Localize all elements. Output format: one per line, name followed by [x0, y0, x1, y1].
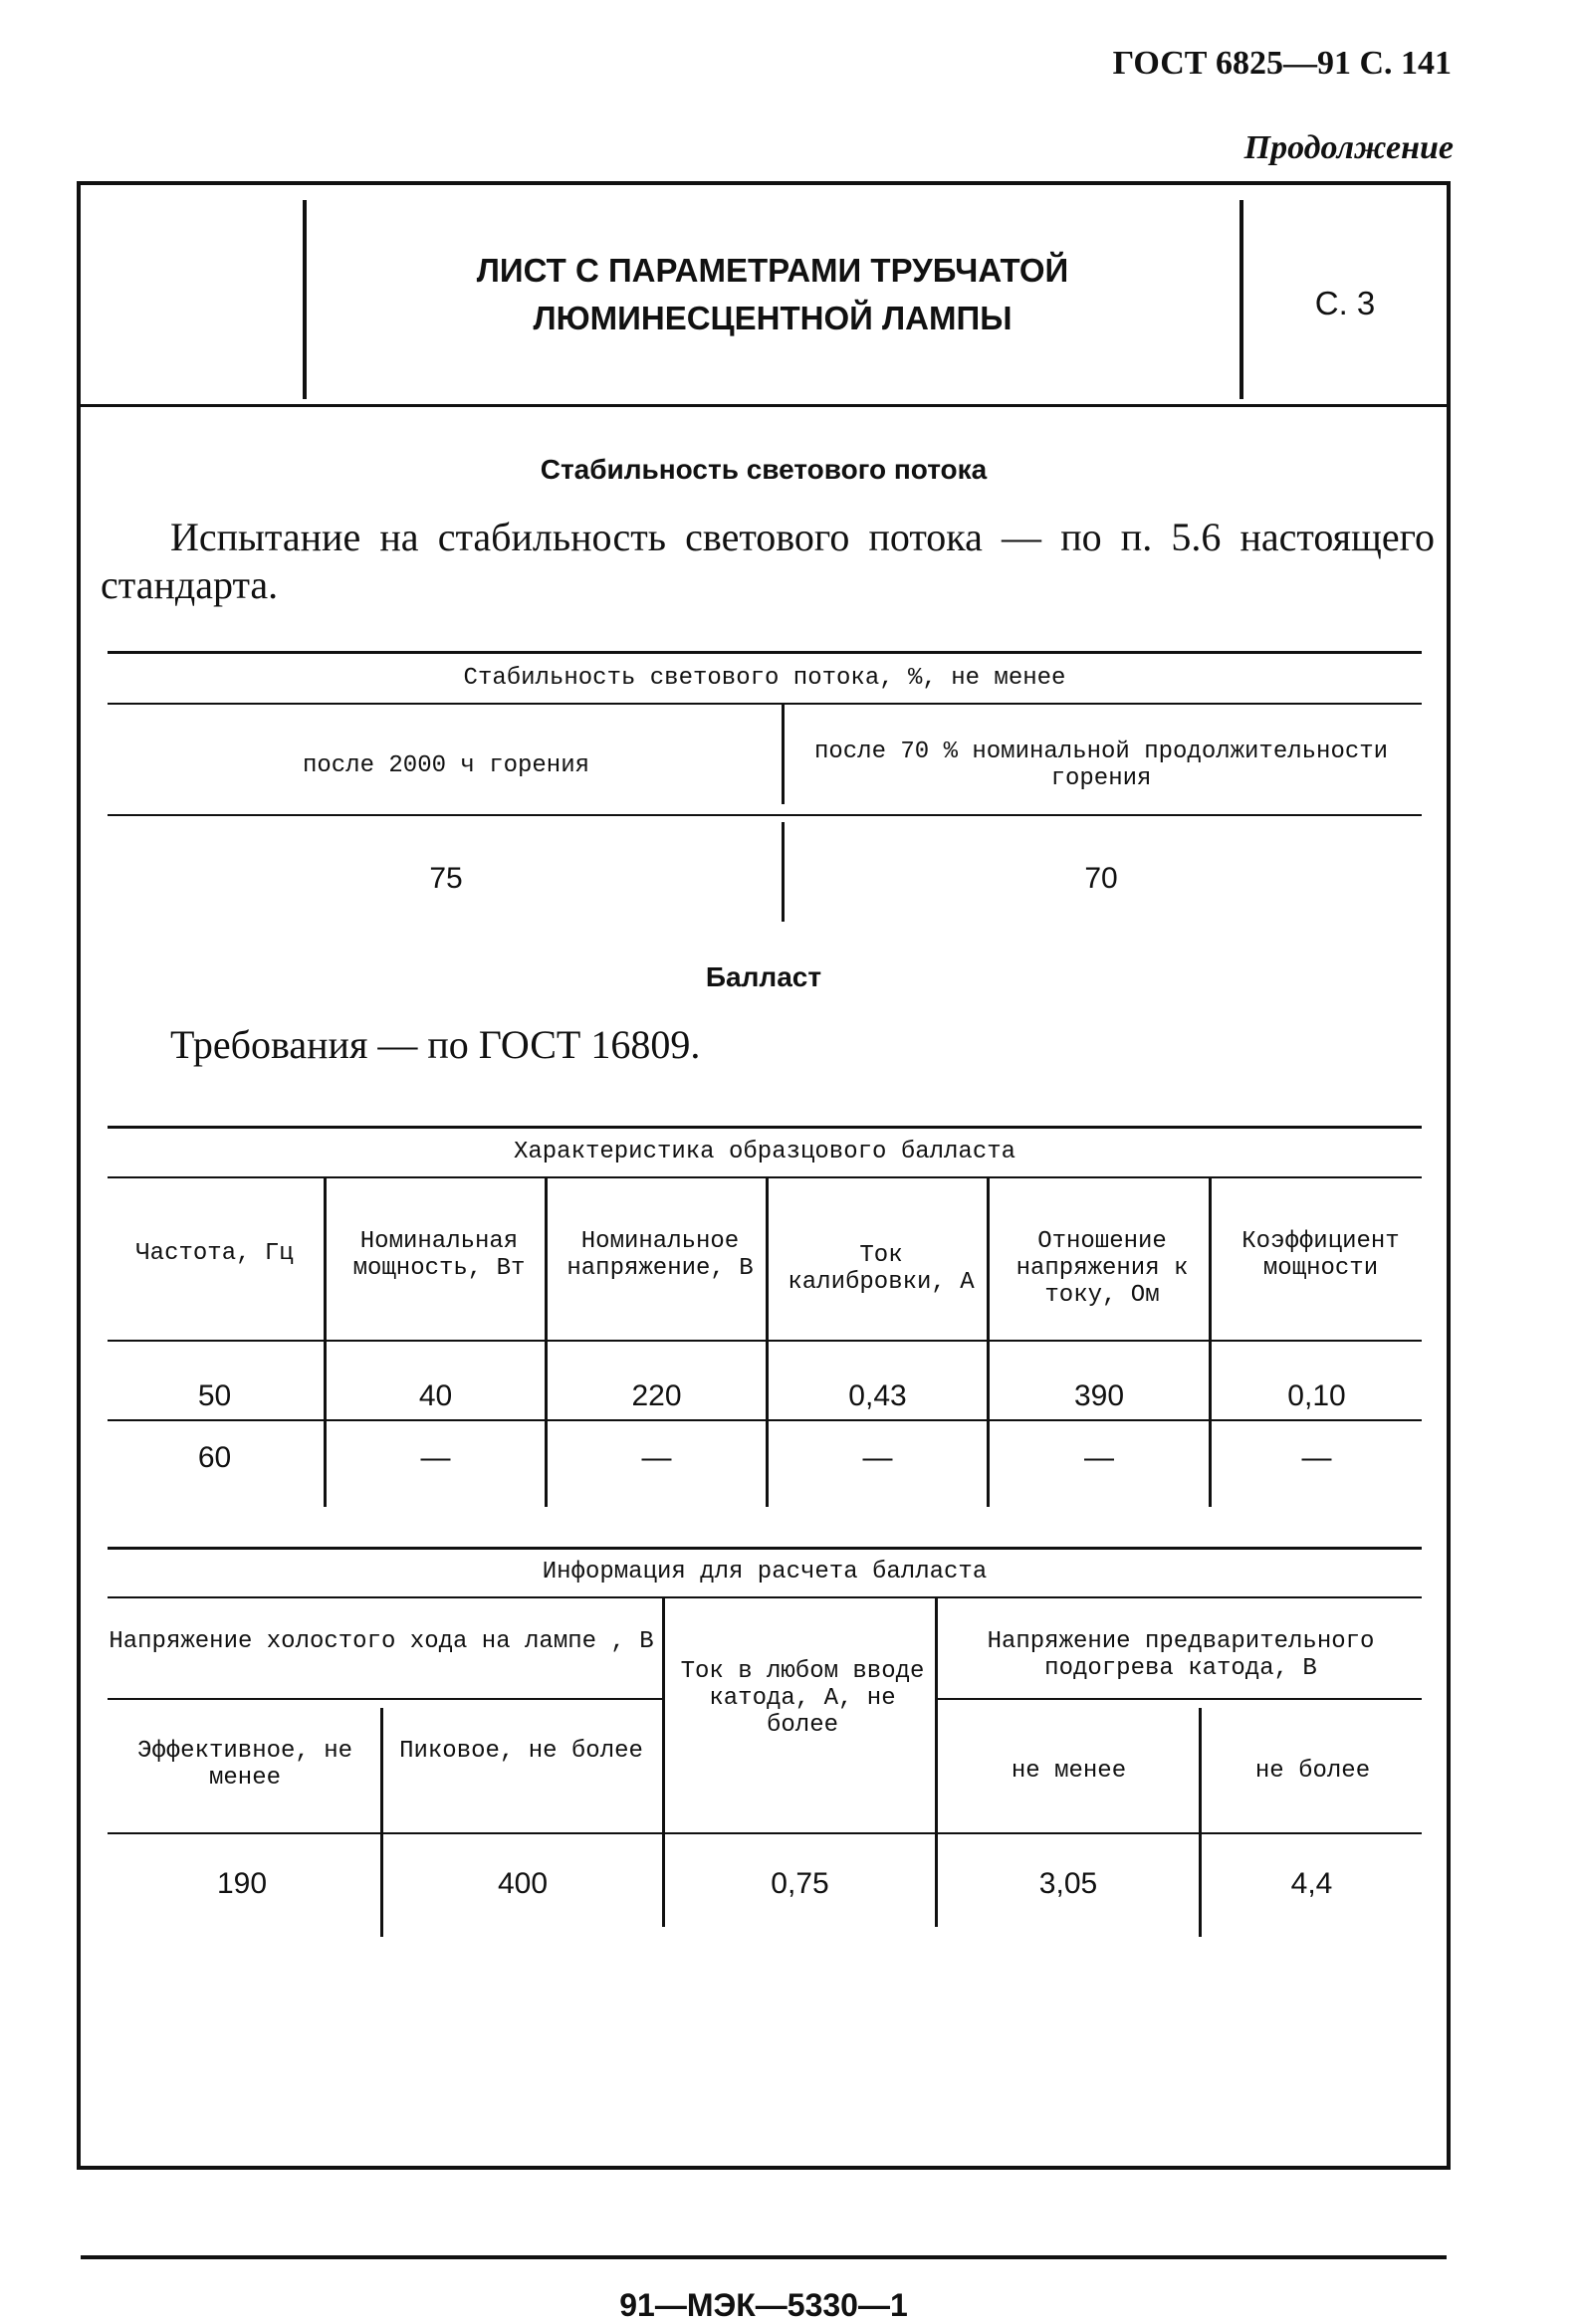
ref-cell: 50 [197, 1379, 232, 1412]
stability-table-caption: Стабильность светового потока, %, не менее [463, 665, 1066, 692]
ref-cell: 40 [418, 1379, 453, 1412]
ref-header-ratio: Отношение напряжения к току, Ом [1015, 1228, 1189, 1309]
calc-value: 190 [216, 1867, 268, 1900]
ref-cell: — [641, 1441, 672, 1474]
document-frame [77, 181, 1451, 2323]
calc-ballast-caption: Информация для расчета балласта [542, 1559, 988, 1585]
stability-text: Испытание на стабильность светового потока — по п. 5.6 настоящего стандарта. [101, 515, 1435, 607]
sheet-title: ЛИСТ С ПАРАМЕТРАМИ ТРУБЧАТОЙ ЛЮМИНЕСЦЕНТНОЙ ЛАМПЫ [476, 252, 1069, 336]
section-heading-ballast: Балласт [705, 961, 822, 992]
ref-header-power-factor: Коэффициент мощности [1241, 1228, 1400, 1282]
calc-group-preheat: Напряжение предварительного подогрева катода, В [987, 1628, 1375, 1682]
calc-sub-effective: Эффективное, не менее [136, 1738, 353, 1792]
ref-cell: 0,10 [1287, 1379, 1346, 1412]
calc-group-open-circuit: Напряжение холостого хода на лампе , В [109, 1628, 654, 1655]
stability-value-1: 75 [429, 862, 463, 895]
title-block [81, 185, 1447, 407]
calc-sub-max: не более [1254, 1758, 1371, 1785]
page-reference: ГОСТ 6825—91 С. 141 [1112, 45, 1452, 82]
continuation-label: Продолжение [1243, 129, 1454, 166]
ref-header-current: Ток калибровки, А [788, 1242, 975, 1296]
calc-value: 3,05 [1038, 1867, 1098, 1900]
ref-cell: 60 [197, 1441, 232, 1474]
section-heading-stability: Стабильность светового потока [540, 454, 988, 485]
calc-value: 400 [497, 1867, 549, 1900]
stability-col-2000h: после 2000 ч горения [302, 752, 590, 779]
calc-sub-min: не менее [1011, 1758, 1127, 1785]
ref-header-power: Номинальная мощность, Вт [352, 1228, 526, 1282]
ref-cell: 220 [631, 1379, 682, 1412]
ref-cell: — [862, 1441, 893, 1474]
ref-cell: — [1301, 1441, 1332, 1474]
ref-cell: — [1084, 1441, 1114, 1474]
ref-cell: — [420, 1441, 451, 1474]
calc-value: 4,4 [1290, 1867, 1333, 1900]
ref-cell: 0,43 [848, 1379, 907, 1412]
sheet-number: С. 3 [1314, 285, 1376, 321]
ballast-text: Требования — по ГОСТ 16809. [170, 1022, 701, 1067]
ref-header-frequency: Частота, Гц [135, 1240, 294, 1267]
ref-cell: 390 [1073, 1379, 1125, 1412]
calc-col-cathode-current: Ток в любом вводе катода, А, не более [680, 1658, 925, 1739]
footer-sheet-code: 91—МЭК—5330—1 [619, 2287, 908, 2323]
calc-value: 0,75 [771, 1867, 829, 1900]
stability-value-2: 70 [1084, 862, 1118, 895]
ref-ballast-caption: Характеристика образцового балласта [513, 1139, 1016, 1165]
ref-header-voltage: Номинальное напряжение, В [566, 1228, 754, 1282]
stability-col-70pct: после 70 % номинальной продолжительности горения [813, 739, 1389, 792]
calc-sub-peak: Пиковое, не более [399, 1738, 643, 1765]
